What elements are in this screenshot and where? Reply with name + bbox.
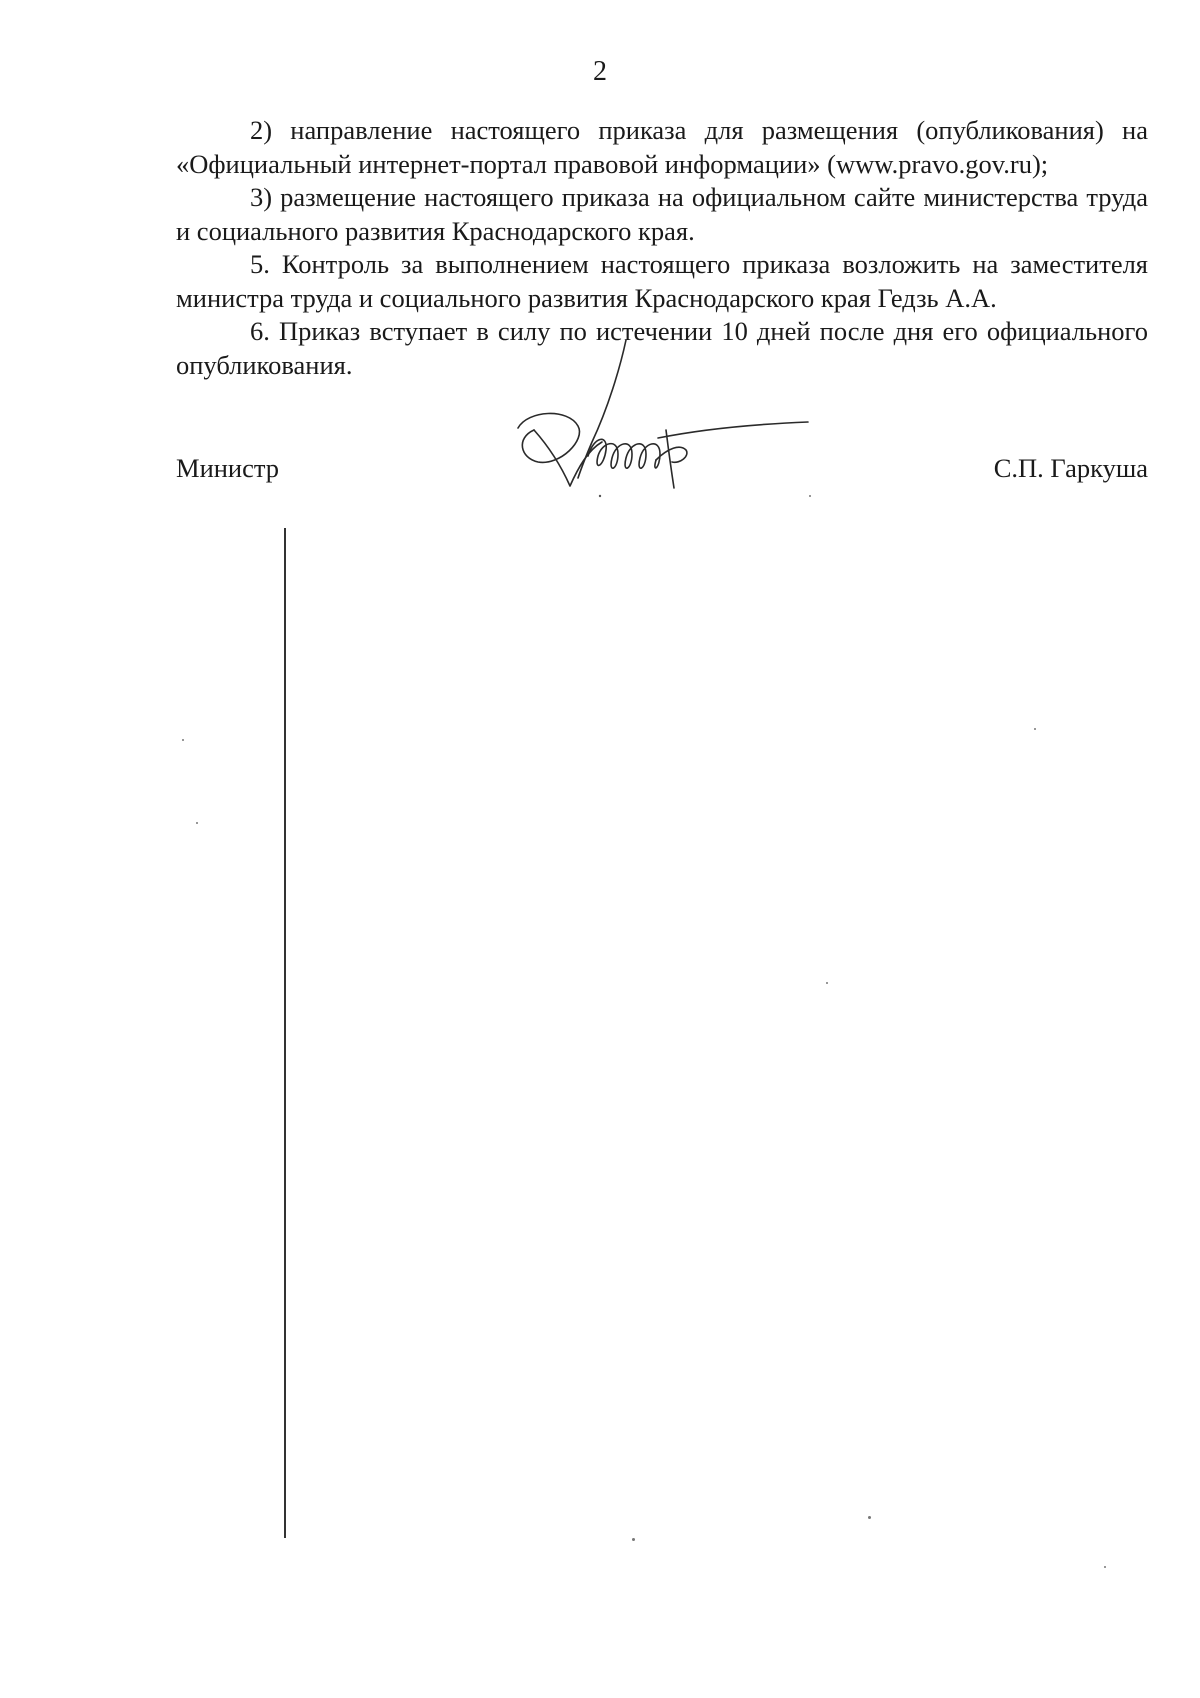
paragraph-item-2: 2) направление настоящего приказа для размещения (опубликования) на «Официальный интернет-портал правовой информации» (www.pravo.gov.ru); <box>176 115 1148 179</box>
page-number: 2 <box>593 56 607 87</box>
scan-speck <box>182 739 184 741</box>
handwritten-signature <box>508 338 838 508</box>
scan-speck <box>868 1516 871 1519</box>
paragraph-item-3: 3) размещение настоящего приказа на официальном сайте министерства труда и социального развития Краснодарского края. <box>176 182 1148 246</box>
scan-speck <box>826 982 828 984</box>
signer-name: С.П. Гаркуша <box>993 453 1148 483</box>
scan-speck <box>196 822 198 824</box>
scan-speck <box>1104 1566 1106 1568</box>
scan-speck <box>1034 728 1036 730</box>
paragraph-control-5: 5. Контроль за выполнением настоящего приказа возложить на заместителя министра труда и социального развития Краснодарского края Гедзь А.А. <box>176 249 1148 313</box>
left-margin-rule <box>284 528 286 1538</box>
paragraph-effective-6: 6. Приказ вступает в силу по истечении 10 дней после дня его официального опубликования. <box>176 316 1148 380</box>
scan-speck <box>632 1538 635 1541</box>
signer-title: Министр <box>176 453 280 483</box>
